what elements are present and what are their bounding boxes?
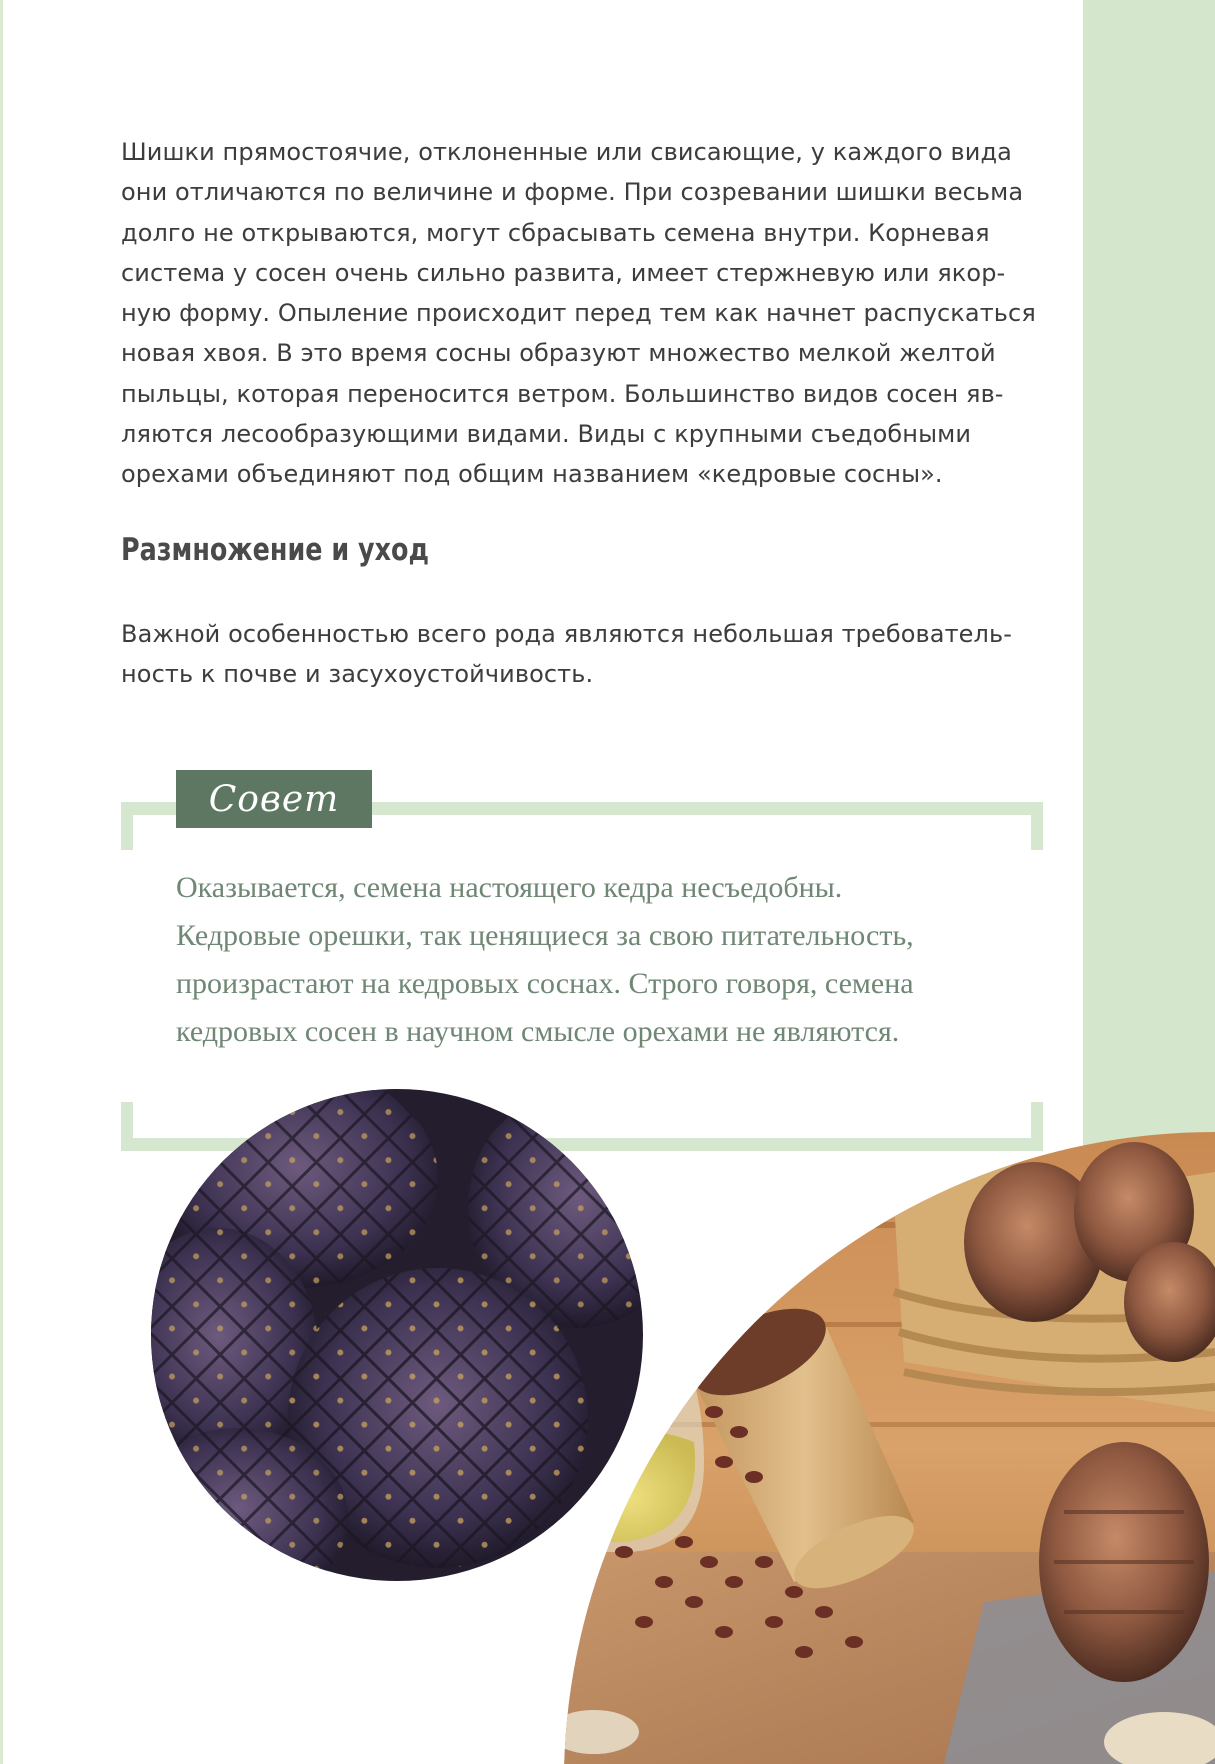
intro-line: Шишки прямостоячие, отклоненные или свисающие, у каждого вида — [121, 138, 1012, 166]
intro-line: система у сосен очень сильно развита, имеет стержневую или якор- — [121, 258, 1006, 287]
intro-line: долго не открываются, могут сбрасывать семена внутри. Корневая — [121, 218, 990, 247]
intro-line: пыльцы, которая переносится ветром. Большинство видов сосен яв- — [121, 379, 1004, 408]
intro-line: орехами объединяют под общим названием «кедровые сосны». — [121, 460, 943, 489]
tip-label: Совет — [176, 770, 372, 828]
page-left-edge — [0, 0, 3, 1764]
intro-line: новая хвоя. В это время сосны образуют множество мелкой желтой — [121, 339, 996, 368]
tip-frame-corner — [1031, 802, 1043, 850]
section-line: Важной особенностью всего рода являются небольшая требователь- — [121, 620, 1012, 648]
section-heading: Размножение и уход — [121, 532, 429, 568]
section-line: ность к почве и засухоустойчивость. — [121, 660, 594, 689]
tip-line: Оказывается, семена настоящего кедра несъедобны. — [176, 871, 843, 904]
intro-line: ляются лесообразующими видами. Виды с крупными съедобными — [121, 420, 972, 449]
intro-line: они отличаются по величине и форме. При созревании шишки весьма — [121, 178, 1024, 207]
tip-line: кедровых сосен в научном смысле орехами не являются. — [176, 1015, 900, 1048]
pine-nuts-photo — [564, 1132, 1215, 1764]
tip-text — [176, 864, 1026, 1056]
tip-line: Кедровые орешки, так ценящиеся за свою питательность, — [176, 919, 914, 952]
tip-frame-corner — [121, 1102, 133, 1151]
intro-line: ную форму. Опыление происходит перед тем как начнет распускаться — [121, 299, 1036, 328]
tip-frame-corner — [121, 802, 133, 850]
tip-line: произрастают на кедровых соснах. Строго говоря, семена — [176, 967, 914, 1000]
intro-paragraph — [121, 132, 1051, 495]
section-paragraph — [121, 614, 1051, 695]
pine-cones-photo — [148, 1088, 646, 1582]
